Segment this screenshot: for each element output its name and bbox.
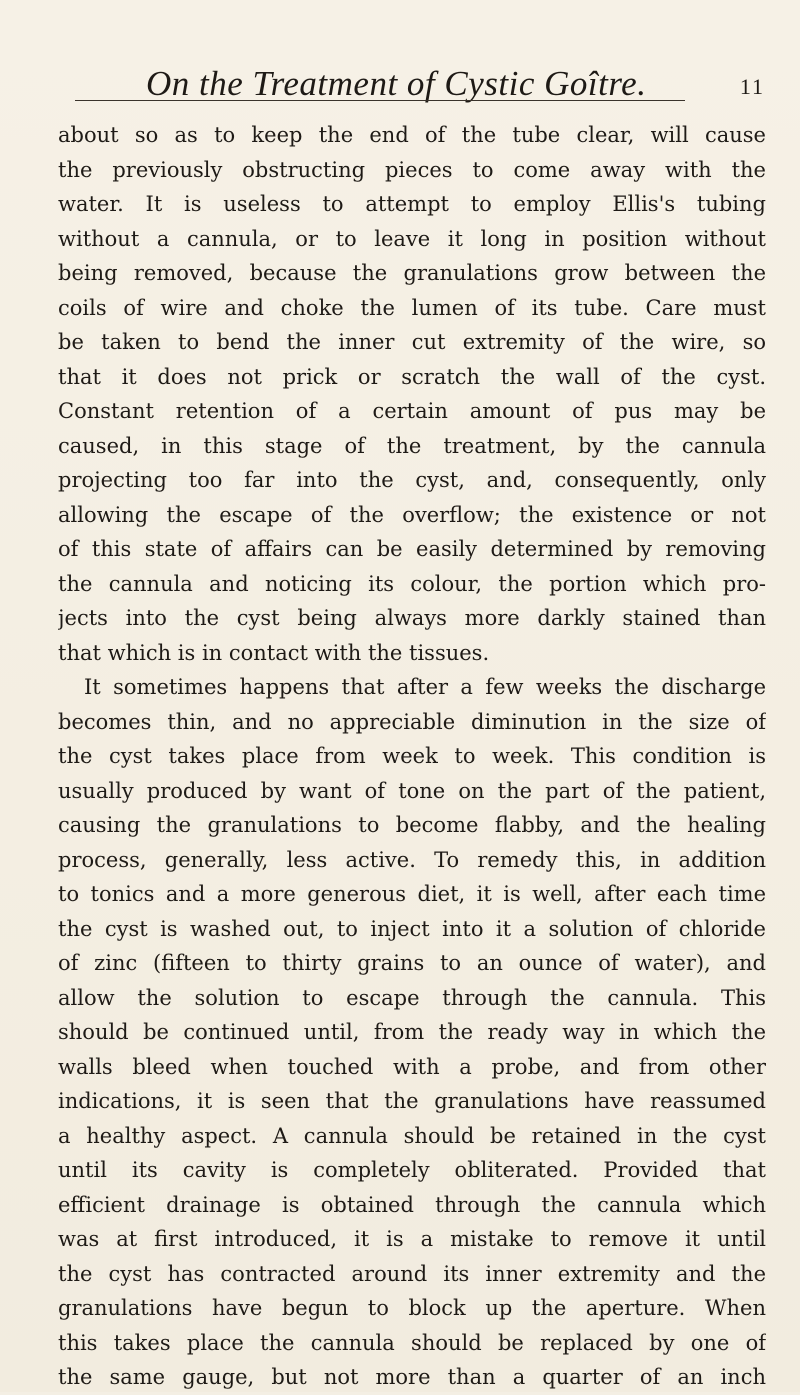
- text-line: a healthy aspect. A cannula should be retained in the cyst: [58, 1123, 766, 1148]
- text-line: about so as to keep the end of the tube clear, will cause: [58, 123, 766, 147]
- text-line: walls bleed when touched with a probe, and from other: [58, 1054, 766, 1079]
- text-line: caused, in this stage of the treatment, by the cannula: [58, 433, 766, 458]
- text-line: projecting too far into the cyst, and, consequently, only: [58, 468, 766, 492]
- text-line: of zinc (fifteen to thirty grains to an ounce of water), and: [58, 951, 766, 975]
- text-line: allow the solution to escape through the cannula. This: [58, 985, 766, 1010]
- text-line: granulations have begun to block up the aperture. When: [58, 1296, 766, 1320]
- text-line: without a cannula, or to leave it long in position without: [58, 226, 766, 251]
- text-line: Constant retention of a certain amount of pus may be: [58, 399, 766, 423]
- text-line: coils of wire and choke the lumen of its tube. Care must: [58, 295, 766, 320]
- body-text: [58, 118, 766, 1395]
- text-line: should be continued until, from the ready way in which the: [58, 1020, 766, 1044]
- text-line: that it does not prick or scratch the wall of the cyst.: [58, 364, 766, 389]
- text-line: this takes place the cannula should be replaced by one of: [58, 1330, 766, 1355]
- text-line: usually produced by want of tone on the part of the patient,: [58, 778, 766, 803]
- text-line: the cyst is washed out, to inject into it a solution of chloride: [58, 916, 766, 941]
- text-line: the cyst has contracted around its inner extremity and the: [58, 1261, 766, 1286]
- text-line: process, generally, less active. To remedy this, in addition: [58, 847, 766, 872]
- page-number: 11: [739, 74, 765, 99]
- text-line: until its cavity is completely obliterated. Provided that: [58, 1158, 766, 1182]
- running-title: On the Treatment of Cystic Goître.: [146, 64, 647, 103]
- text-line: the cyst takes place from week to week. This condition is: [58, 744, 766, 768]
- text-line: causing the granulations to become flabby, and the healing: [58, 813, 766, 837]
- text-line: water. It is useless to attempt to employ Ellis's tubing: [58, 192, 766, 216]
- text-line: to tonics and a more generous diet, it is well, after each time: [58, 882, 766, 906]
- running-head: [60, 64, 765, 108]
- text-line: It sometimes happens that after a few weeks the discharge: [84, 675, 766, 699]
- text-line: the previously obstructing pieces to come away with the: [58, 157, 766, 182]
- text-line: was at first introduced, it is a mistake to remove it until: [58, 1227, 766, 1251]
- text-line: jects into the cyst being always more darkly stained than: [58, 606, 766, 630]
- text-line: being removed, because the granulations grow between the: [58, 261, 766, 285]
- header-rule: [75, 100, 685, 101]
- text-line: that which is in contact with the tissues.: [58, 640, 490, 665]
- text-line: the cannula and noticing its colour, the portion which pro-: [58, 571, 766, 596]
- text-line: of this state of affairs can be easily determined by removing: [58, 537, 766, 561]
- text-line: allowing the escape of the overflow; the existence or not: [58, 502, 766, 527]
- text-line: be taken to bend the inner cut extremity of the wire, so: [58, 330, 766, 354]
- text-line: becomes thin, and no appreciable diminution in the size of: [58, 709, 766, 734]
- text-line: the same gauge, but not more than a quarter of an inch: [58, 1365, 766, 1389]
- text-line: efficient drainage is obtained through the cannula which: [58, 1192, 766, 1217]
- text-line: indications, it is seen that the granulations have reassumed: [58, 1089, 766, 1113]
